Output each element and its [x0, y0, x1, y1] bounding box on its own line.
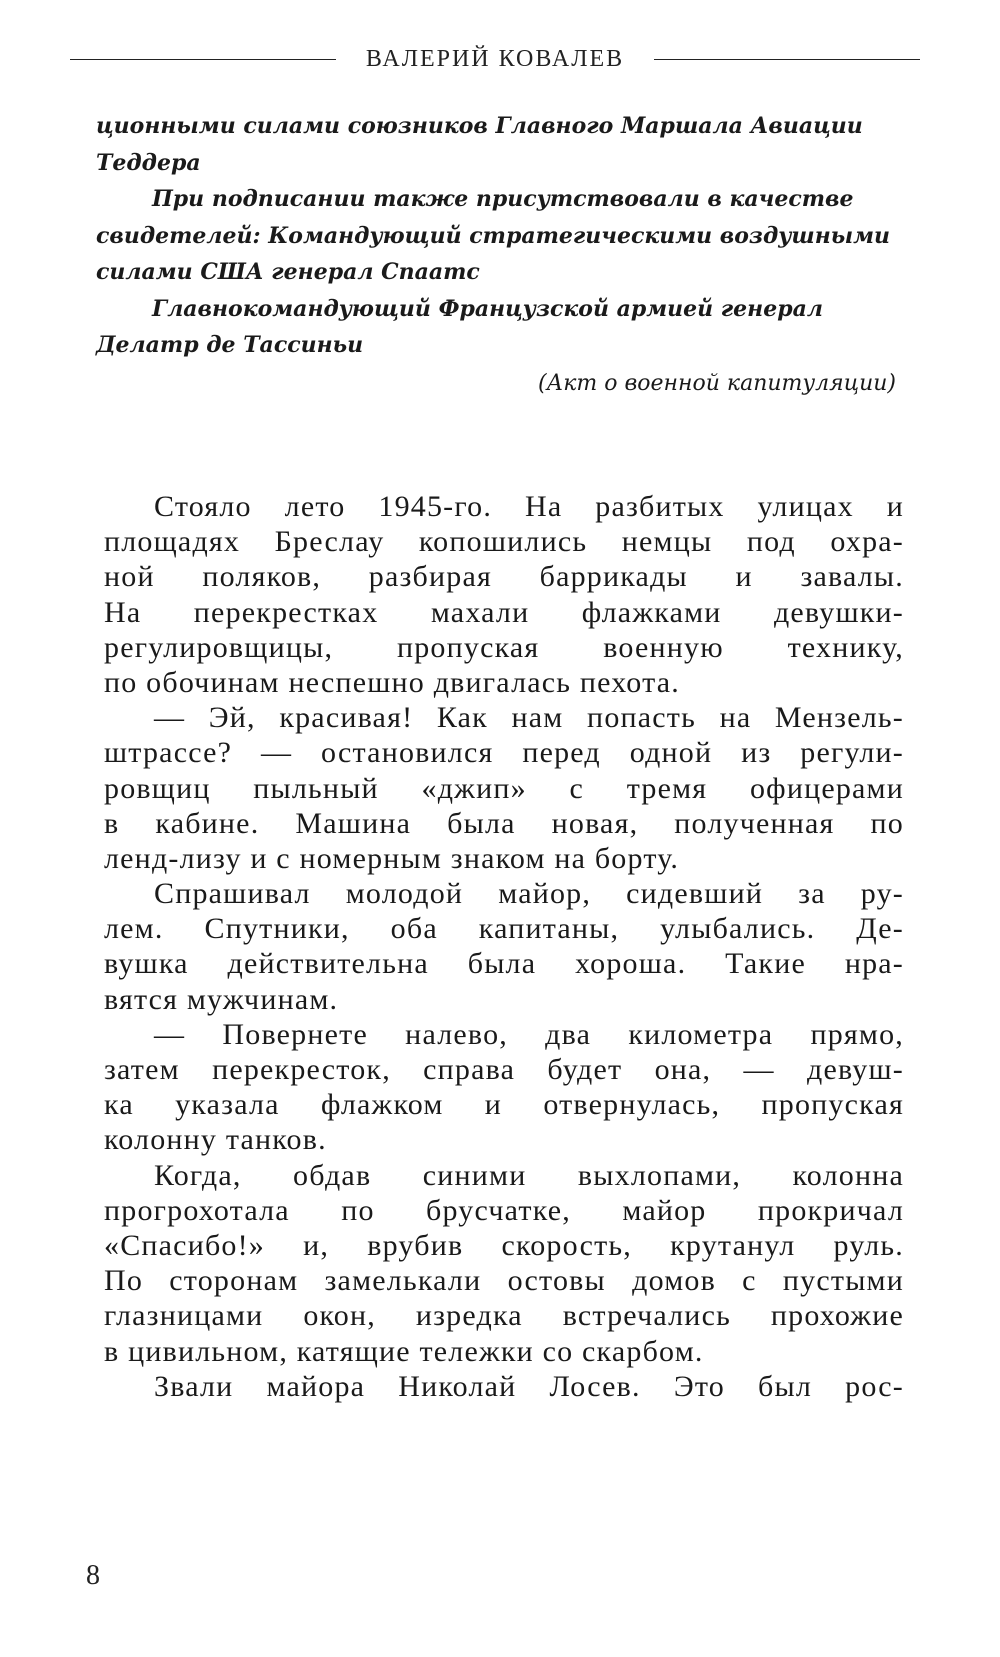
text-line: лем. Спутники, оба капитаны, улыбались. Де- [104, 912, 904, 946]
text-line: глазницами окон, изредка встречались прохожие [104, 1299, 904, 1333]
text-line: По сторонам замелькали остовы домов с пустыми [104, 1264, 904, 1298]
running-head [70, 44, 920, 74]
epigraph-paragraph: ционными силами союзников Главного Маршала Авиации Теддера [96, 113, 863, 176]
epigraph [96, 108, 896, 402]
text-line: по обочинам неспешно двигалась пехота. [104, 665, 680, 699]
text-line: Когда, обдав синими выхлопами, колонна [154, 1158, 904, 1192]
epigraph-paragraph: Главнокомандующий Французской армией генерал Делатр де Тассиньи [96, 295, 823, 358]
text-line: «Спасибо!» и, врубив скорость, крутанул руль. [104, 1228, 904, 1262]
text-line: вушка действительна была хороша. Такие нра- [104, 947, 904, 981]
text-line: — Повернете налево, два километра прямо, [154, 1017, 904, 1051]
epigraph-paragraph: При подписании также присутствовали в качестве свидетелей: Командующий стратегическими воздушными силами США генерал Спаатс [96, 186, 891, 285]
text-line: затем перекресток, справа будет она, — девуш- [104, 1053, 904, 1086]
epigraph-source: (Акт о военной капитуляции) [538, 370, 896, 396]
text-line: ленд-лизу и с номерным знаком на борту. [104, 841, 680, 875]
text-line: в кабине. Машина была новая, полученная по [104, 806, 904, 840]
running-head-rule-left [70, 59, 336, 60]
text-line: На перекрестках махали флажками девушки- [104, 595, 904, 629]
text-line: колонну танков. [104, 1123, 327, 1157]
text-line: регулировщицы, пропуская военную технику, [104, 630, 904, 664]
text-line: прогрохотала по брусчатке, майор прокричал [104, 1193, 904, 1227]
text-line: ровщиц пыльный «джип» с тремя офицерами [104, 771, 904, 805]
text-line: Стояло лето 1945-го. На разбитых улицах и [154, 490, 904, 523]
text-line: штрассе? — остановился перед одной из регули- [104, 736, 904, 770]
running-head-rule-right [654, 59, 920, 60]
running-head-title: ВАЛЕРИЙ КОВАЛЕВ [365, 45, 625, 72]
text-line: вятся мужчинам. [104, 982, 339, 1016]
text-line: площадях Бреслау копошились немцы под охра- [104, 525, 904, 559]
text-line: Спрашивал молодой майор, сидевший за ру- [154, 877, 904, 911]
text-line: в цивильном, катящие тележки со скарбом. [104, 1334, 704, 1368]
text-line: Звали майора Николай Лосев. Это был рос- [154, 1369, 904, 1403]
main-text [104, 489, 904, 1404]
text-line: — Эй, красивая! Как нам попасть на Мензель- [154, 701, 904, 735]
text-line: ной поляков, разбирая баррикады и завалы. [104, 560, 904, 594]
page-number: 8 [86, 1560, 100, 1591]
text-line: ка указала флажком и отвернулась, пропуская [104, 1088, 904, 1122]
